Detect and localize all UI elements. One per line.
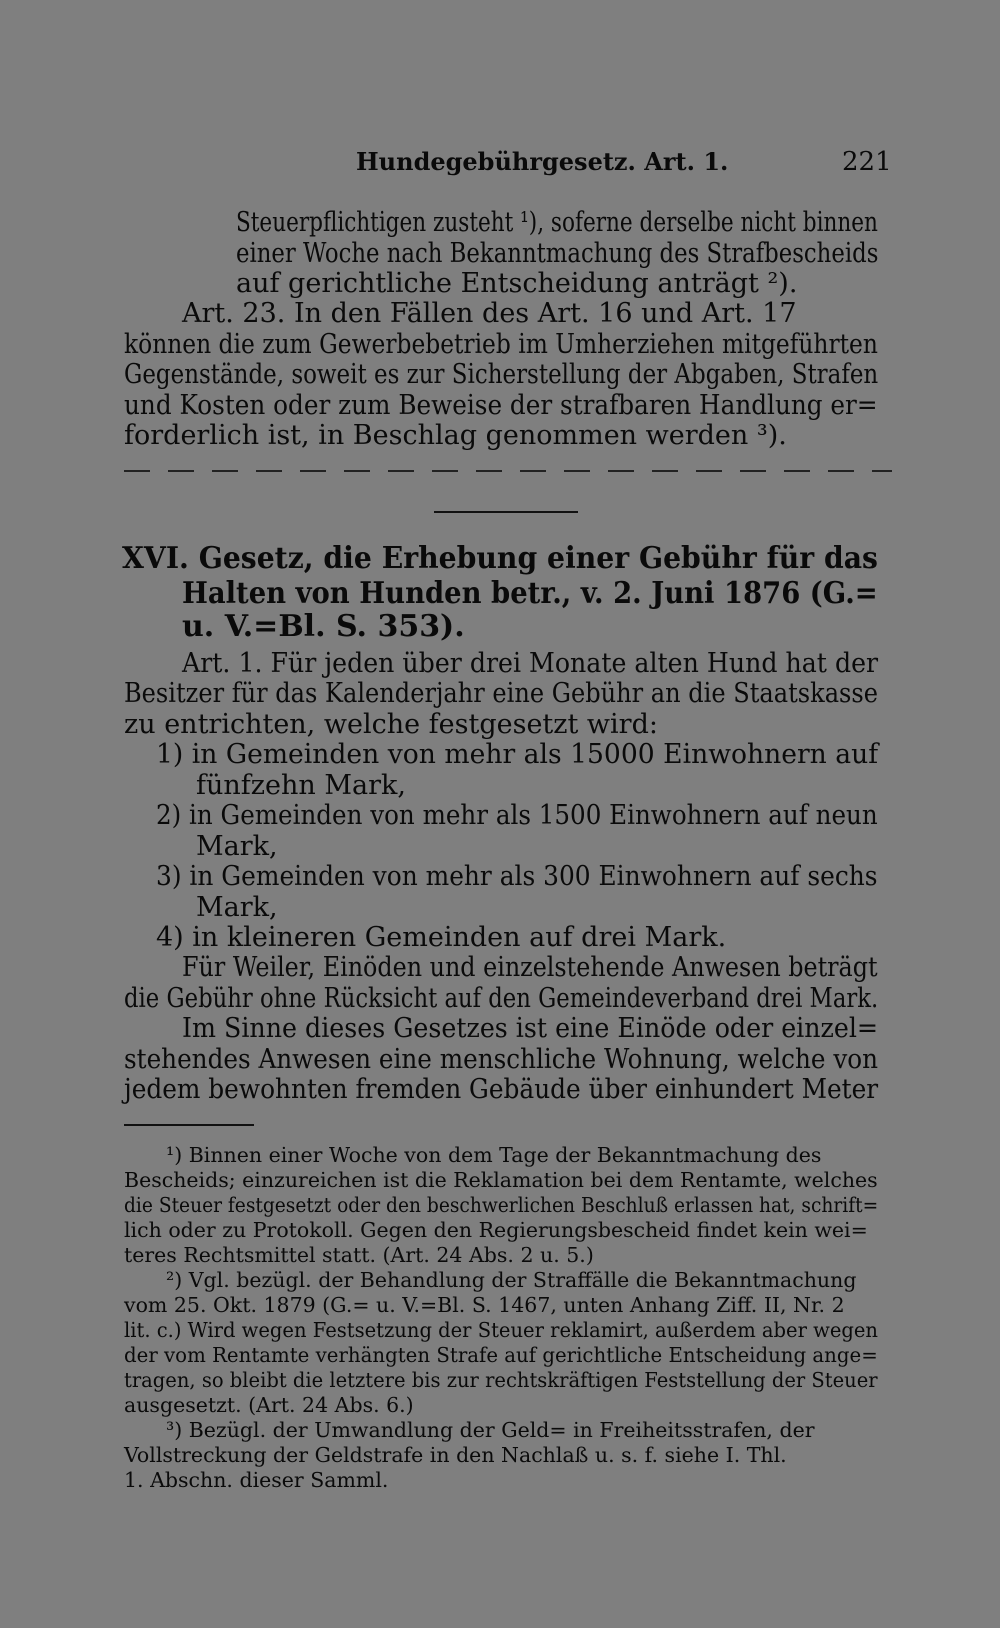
text-line: und Kosten oder zum Beweise der strafbaren Handlung er= (124, 390, 878, 421)
text-line: Besitzer für das Kalenderjahr eine Gebühr an die Staatskasse (124, 678, 878, 709)
text-line: auf gerichtliche Entscheidung anträgt ²). (236, 268, 798, 299)
text-line: können die zum Gewerbebetrieb im Umherziehen mitgeführten (124, 329, 878, 360)
list-item-continuation: fünfzehn Mark, (196, 770, 406, 801)
text-line: Art. 23. In den Fällen des Art. 16 und Art. 17 (182, 298, 797, 329)
footnote-line: ²) Vgl. bezügl. der Behandlung der Straffälle die Bekanntmachung (166, 1268, 857, 1292)
footnote-line: ¹) Binnen einer Woche von dem Tage der Bekanntmachung des (166, 1143, 822, 1167)
law-title-line: Halten von Hunden betr., v. 2. Juni 1876 (G.= (182, 576, 878, 611)
text-line: einer Woche nach Bekanntmachung des Strafbescheids (236, 238, 879, 269)
footnote-rule (124, 1124, 254, 1126)
text-line: Für Weiler, Einöden und einzelstehende Anwesen beträgt (182, 952, 878, 983)
law-title-line: u. V.=Bl. S. 353). (182, 609, 465, 644)
text-line: Im Sinne dieses Gesetzes ist eine Einöde oder einzel= (182, 1013, 879, 1044)
footnote-line: ³) Bezügl. der Umwandlung der Geld= in Freiheitsstrafen, der (166, 1418, 815, 1442)
running-header: Hundegebührgesetz. Art. 1. (356, 147, 729, 176)
list-item-continuation: Mark, (196, 831, 278, 862)
footnote-line: der vom Rentamte verhängten Strafe auf gerichtliche Entscheidung ange= (124, 1343, 878, 1367)
footnote-line: 1. Abschn. dieser Samml. (124, 1468, 389, 1492)
list-item: 4) in kleineren Gemeinden auf drei Mark. (156, 922, 727, 953)
text-line: Gegenstände, soweit es zur Sicherstellung der Abgaben, Strafen (124, 359, 879, 390)
footnote-line: Bescheids; einzureichen ist die Reklamation bei dem Rentamte, welches (124, 1168, 878, 1192)
list-item-continuation: Mark, (196, 892, 278, 923)
footnote-line: vom 25. Okt. 1879 (G.= u. V.=Bl. S. 1467, unten Anhang Ziff. II, Nr. 2 (124, 1293, 845, 1317)
footnote-line: tragen, so bleibt die letztere bis zur rechtskräftigen Feststellung der Steuer (124, 1368, 878, 1392)
section-rule (434, 511, 578, 513)
footnote-line: lit. c.) Wird wegen Festsetzung der Steuer reklamirt, außerdem aber wegen (124, 1318, 878, 1342)
footnote-line: lich oder zu Protokoll. Gegen den Regierungsbescheid findet kein wei= (124, 1218, 868, 1242)
footnote-line: Vollstreckung der Geldstrafe in den Nachlaß u. s. f. siehe I. Thl. (124, 1443, 787, 1467)
text-line: forderlich ist, in Beschlag genommen werden ³). (124, 420, 787, 451)
text-line: Art. 1. Für jeden über drei Monate alten Hund hat der (182, 648, 879, 679)
text-line: jedem bewohnten fremden Gebäude über einhundert Meter (124, 1074, 879, 1105)
law-title-line: XVI. Gesetz, die Erhebung einer Gebühr für das (122, 541, 878, 576)
list-item: 3) in Gemeinden von mehr als 300 Einwohnern auf sechs (156, 861, 878, 892)
footnote-line: die Steuer festgesetzt oder den beschwerlichen Beschluß erlassen hat, schrift= (124, 1193, 879, 1217)
list-item: 2) in Gemeinden von mehr als 1500 Einwohnern auf neun (156, 800, 878, 831)
dashed-separator (124, 470, 892, 472)
footnote-line: ausgesetzt. (Art. 24 Abs. 6.) (124, 1393, 414, 1417)
text-line: die Gebühr ohne Rücksicht auf den Gemeindeverband drei Mark. (124, 983, 879, 1014)
footnote-line: teres Rechtsmittel statt. (Art. 24 Abs. 2 u. 5.) (124, 1243, 594, 1267)
text-line: zu entrichten, welche festgesetzt wird: (124, 709, 658, 740)
page-number: 221 (842, 147, 892, 177)
text-line: stehendes Anwesen eine menschliche Wohnung, welche von (124, 1044, 879, 1075)
text-line: Steuerpflichtigen zusteht ¹), soferne derselbe nicht binnen (236, 207, 878, 238)
list-item: 1) in Gemeinden von mehr als 15000 Einwohnern auf (156, 739, 879, 770)
